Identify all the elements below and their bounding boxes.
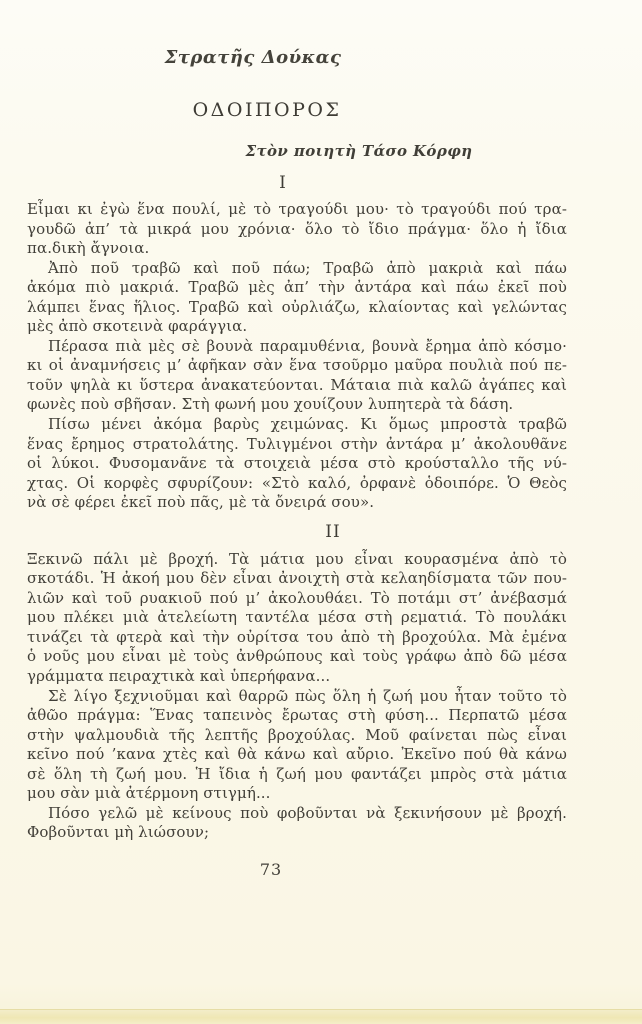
paragraph — [27, 550, 567, 687]
page-body — [27, 0, 567, 879]
text-line: Πέρασα πιὰ μὲς σὲ βουνὰ παραμυθένια, βουνὰ ἔρημα ἀπὸ κόσμο· — [48, 336, 567, 355]
text-line: ἕνας ἔρημος στρατολάτης. Τυλιγμένοι στὴν ἀντάρα μ’ ἀκολουθᾶνε — [27, 434, 567, 453]
text-line: μου σὰν μιὰ ἀτέρμονη στιγμή... — [27, 784, 271, 803]
paragraph — [27, 200, 567, 259]
section-numeral: I — [279, 173, 287, 193]
dedication-line: Στὸν ποιητὴ Τάσο Κόρφη — [245, 142, 473, 160]
text-line: μὲς ἀπὸ σκοτεινὰ φαράγγια. — [27, 317, 248, 336]
text-line: ἀκόμα πιὸ μακριά. Τραβῶ μὲς ἀπ’ τὴν ἀντάρα καὶ πάω ἐκεῖ ποὺ — [27, 278, 567, 297]
text-line: Πόσο γελῶ μὲ κείνους ποὺ φοβοῦνται νὰ ξεκινήσουν μὲ βροχή. — [48, 803, 567, 822]
text-line: κι οἱ ἀναμνήσεις μ’ ἀφῆκαν σὰν ἕνα τσοῦρμο μαῦρα πουλιὰ πού πε- — [27, 356, 567, 375]
text-line: μου πλέκει μιὰ ἀτελείωτη ταντέλα μέσα στὴ ρεματιά. Τὸ πουλάκι — [27, 608, 567, 627]
section-numeral: II — [325, 521, 341, 542]
text-line: Σὲ λίγο ξεχνιοῦμαι καὶ θαρρῶ πὼς ὅλη ἡ ζωή μου ἦταν τοῦτο τὸ — [48, 686, 567, 705]
text-line: Ἀπὸ ποῦ τραβῶ καὶ ποῦ πάω; Τραβῶ ἀπὸ μακριὰ καὶ πάω — [48, 258, 567, 277]
text-line: λιῶν καὶ τοῦ ρυακιοῦ πού μ’ ἀκολουθάει. Τὸ ποτάμι στ’ ἀνέβασμά — [27, 588, 567, 607]
text-line: κεῖνο πού ’κανα χτὲς καὶ θὰ κάνω καὶ αὔριο. Ἐκεῖνο πού θὰ κάνω — [27, 745, 567, 764]
text-line: φωνὲς ποὺ σβῆσαν. Στὴ φωνή μου χουίζουν λυπητερὰ τὰ δάση. — [27, 395, 514, 414]
text-line: γουδῶ ἀπ’ τὰ μικρά μου χρόνια· ὅλο τὸ ἴδιο πράγμα· ὅλο ἡ ἴδια — [27, 219, 567, 238]
text-line: σὲ ὅλη τὴ ζωή μου. Ἡ ἴδια ἡ ζωή μου φαντάζει μπρὸς στὰ μάτια — [27, 764, 567, 783]
paragraph — [27, 337, 567, 415]
page-title: ΟΔΟΙΠΟΡΟΣ — [192, 99, 342, 121]
text-line: πα.δικὴ ἄγνοια. — [27, 239, 150, 258]
text-line: γράμματα πειραχτικὰ καὶ ὑπερήφανα... — [27, 667, 331, 686]
paragraph — [27, 804, 567, 843]
text-line: Ξεκινῶ πάλι μὲ βροχή. Τὰ μάτια μου εἶναι κουρασμένα ἀπὸ τὸ — [27, 549, 567, 568]
paragraph — [27, 259, 567, 337]
text-line: χτας. Οἱ κορφὲς σφυρίζουν: «Στὸ καλό, ὀρφανὲ ὁδοιπόρε. Ὁ Θεὸς — [27, 473, 567, 492]
text-line: ὁ νοῦς μου εἶναι μὲ τοὺς ἀνθρώπους καὶ τοὺς γράφω ἀπὸ δῶ μέσα — [27, 647, 567, 666]
text-line: Εἶμαι κι ἐγὼ ἕνα πουλί, μὲ τὸ τραγούδι μου· τὸ τραγούδι πού τρα- — [27, 200, 567, 218]
text-line: τινάζει τὰ φτερὰ καὶ τὴν οὐρίτσα του ἀπὸ τὴ βροχούλα. Μὰ ἐμένα — [27, 627, 567, 646]
text-line: σκοτάδι. Ἡ ἀκοή μου δὲν εἶναι ἀνοιχτὴ στὰ κελαηδίσματα τῶν που- — [27, 569, 567, 588]
author-name: Στρατῆς Δούκας — [164, 47, 342, 68]
paragraph — [27, 415, 567, 513]
text-line: λάμπει ἕνας ἥλιος. Τραβῶ καὶ οὐρλιάζω, κλαίοντας καὶ γελώντας — [27, 297, 567, 316]
text-line: Πίσω μένει ἀκόμα βαρὺς χειμώνας. Κι ὅμως μπροστὰ τραβῶ — [48, 415, 567, 434]
page-number: 73 — [259, 859, 283, 879]
paragraph — [27, 687, 567, 804]
text-line: ἀθῶο πράγμα: Ἕνας ταπεινὸς ἔρωτας στὴ φύση... Περπατῶ μέσα — [27, 706, 567, 725]
text-line: στὴν ψαλμουδιὰ τῆς λεπτῆς βροχούλας. Μοῦ φαίνεται πὼς εἶναι — [27, 725, 567, 744]
text-sections — [27, 173, 567, 843]
text-line: Φοβοῦνται μὴ λιώσουν; — [27, 823, 210, 842]
text-line: οἱ λύκοι. Φυσομανᾶνε τὰ στοιχειὰ μέσα στὸ κρούσταλλο τῆς νύ- — [27, 454, 567, 473]
page-bottom-edge — [0, 1009, 642, 1024]
text-line: νὰ σὲ φέρει ἐκεῖ ποὺ πᾶς, μὲ τὰ ὄνειρά σου». — [27, 493, 375, 512]
text-line: τοῦν ψηλὰ κι ὕστερα ἀνακατεύονται. Μάταια πιὰ καλῶ ἀγάπες καὶ — [27, 375, 567, 394]
